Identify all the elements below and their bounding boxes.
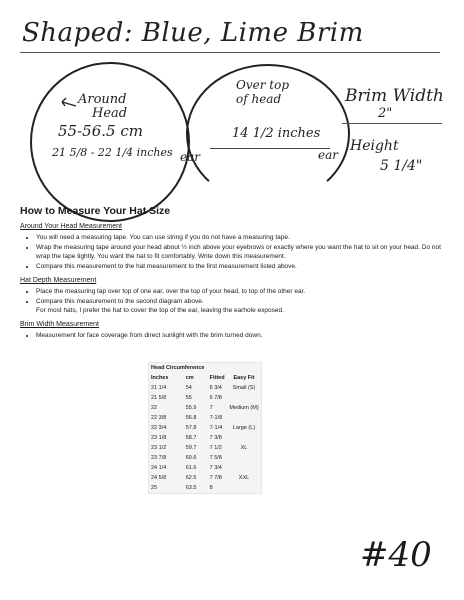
over-top-label-line1: Over top [236, 78, 289, 92]
cell-fitted: 7 3/4 [209, 465, 222, 471]
list-item: • Place the measuring tap over top of one ear, over the top of your head, to top of the other ear. [36, 287, 444, 297]
height-label: Height [350, 138, 399, 154]
cell-fitted: 6 7/8 [209, 395, 222, 401]
around-bullets [20, 233, 444, 271]
cell-cm: 63.5 [185, 485, 197, 491]
cell-easy-fit: Large (L) [232, 425, 256, 431]
head-circumference-header: Head Circumference [151, 365, 205, 371]
col-header-easy-fit: Easy Fit [233, 375, 255, 381]
table-row [149, 403, 261, 413]
page-number: #40 [360, 535, 432, 575]
table-row [149, 383, 261, 393]
cell-easy-fit: Small (S) [232, 385, 256, 391]
brim-width-label: Brim Width [345, 86, 444, 106]
cell-fitted: 7 1/2 [209, 445, 222, 451]
cell-inches: 25 [151, 485, 158, 491]
table-row [149, 453, 261, 463]
table-row [149, 463, 261, 473]
cell-easy-fit [227, 433, 261, 443]
cell-easy-fit: Medium (M) [229, 405, 259, 411]
cell-cm: 54 [185, 385, 192, 391]
cell-inches: 21 1/4 [151, 385, 167, 391]
col-header-fitted: Fitted [209, 375, 225, 381]
list-item: • Measurement for face coverage from direct sunlight with the brim turned down. [36, 331, 444, 341]
cell-easy-fit [227, 453, 261, 463]
cell-fitted: 7-1/8 [209, 415, 223, 421]
cell-fitted: 6 3/4 [209, 385, 222, 391]
instructions-section [20, 205, 444, 341]
cell-inches: 21 5/8 [151, 395, 167, 401]
cell-fitted: 8 [209, 485, 213, 491]
depth-section-title: Hat Depth Measurement [20, 277, 97, 284]
cell-fitted: 7-1/4 [209, 425, 223, 431]
cell-cm: 62.5 [185, 475, 197, 481]
table-row [149, 443, 261, 453]
cell-cm: 60.6 [185, 455, 197, 461]
col-header-inches: Inches [151, 375, 169, 381]
around-inches-value: 21 5/8 - 22 1/4 inches [52, 146, 173, 159]
table-row [149, 423, 261, 433]
list-item: • Compare this measurement to the second diagram above. [36, 297, 444, 307]
around-cm-value: 55-56.5 cm [58, 122, 143, 140]
cell-cm: 58.7 [185, 435, 197, 441]
list-item: • You will need a measuring tape. You can use string if you do not have a measuring tape. [36, 233, 444, 243]
instructions-heading: How to Measure Your Hat Size [20, 205, 171, 217]
cell-cm: 61.6 [185, 465, 197, 471]
height-value: 5 1/4" [380, 158, 423, 174]
brim-width-value: 2" [378, 106, 393, 121]
depth-bullets [20, 287, 444, 306]
cell-easy-fit [227, 463, 261, 473]
table-row [149, 433, 261, 443]
brim-bullets [20, 331, 444, 341]
cell-inches: 22 [151, 405, 158, 411]
around-label-line2: Head [92, 106, 128, 121]
table-row [149, 483, 261, 493]
ear-to-ear-line [210, 148, 330, 149]
left-ear-label: ear [180, 150, 200, 164]
cell-easy-fit: XXL [238, 475, 250, 481]
cell-easy-fit: XL [240, 445, 248, 451]
cell-fitted: 7 5/8 [209, 455, 222, 461]
cell-fitted: 7 [209, 405, 213, 411]
list-item: • Wrap the measuring tape around your head about ½ inch above your eyebrows or exactly where you want the hat to sit on your head. Do not wrap the tape tightly. You want the hat to fit comfortably. Write down this measurement. [36, 243, 444, 262]
brim-width-underline [342, 123, 442, 124]
cell-fitted: 7 7/8 [209, 475, 222, 481]
cell-easy-fit [227, 483, 261, 493]
around-label-line1: Around [78, 92, 127, 107]
table-row [149, 393, 261, 403]
size-table [148, 362, 262, 494]
list-item: • Compare this measurement to the hat measurement to the first measurement listed above. [36, 262, 444, 272]
cell-cm: 56.8 [185, 415, 197, 421]
table-row [149, 473, 261, 483]
cell-easy-fit [227, 393, 261, 403]
over-top-label-line2: of head [236, 92, 282, 106]
cell-cm: 55.9 [185, 405, 197, 411]
depth-note: For most hats, I prefer the hat to cover the top of the ear, leaving the earhole exposed. [36, 307, 284, 314]
cell-inches: 22 3/4 [151, 425, 167, 431]
cell-inches: 24 5/8 [151, 475, 167, 481]
title-underline [20, 52, 440, 53]
cell-cm: 59.7 [185, 445, 197, 451]
cell-inches: 22 3/8 [151, 415, 167, 421]
col-header-cm: cm [185, 375, 194, 381]
cell-cm: 55 [185, 395, 192, 401]
table-row [149, 413, 261, 423]
brim-section-title: Brim Width Measurement [20, 321, 99, 328]
cell-inches: 24 1/4 [151, 465, 167, 471]
cell-fitted: 7 3/8 [209, 435, 222, 441]
cell-easy-fit [227, 413, 261, 423]
arrow-left-icon [58, 96, 78, 116]
cell-inches: 23 1/2 [151, 445, 167, 451]
cell-cm: 57.8 [185, 425, 197, 431]
cell-inches: 23 7/8 [151, 455, 167, 461]
right-ear-label: ear [318, 148, 338, 162]
around-head-circle [30, 62, 190, 222]
handwritten-title: Shaped: Blue, Lime Brim [22, 18, 364, 48]
around-section-title: Around Your Head Measurement [20, 223, 122, 230]
cell-inches: 23 1/8 [151, 435, 167, 441]
over-top-value: 14 1/2 inches [232, 126, 321, 141]
